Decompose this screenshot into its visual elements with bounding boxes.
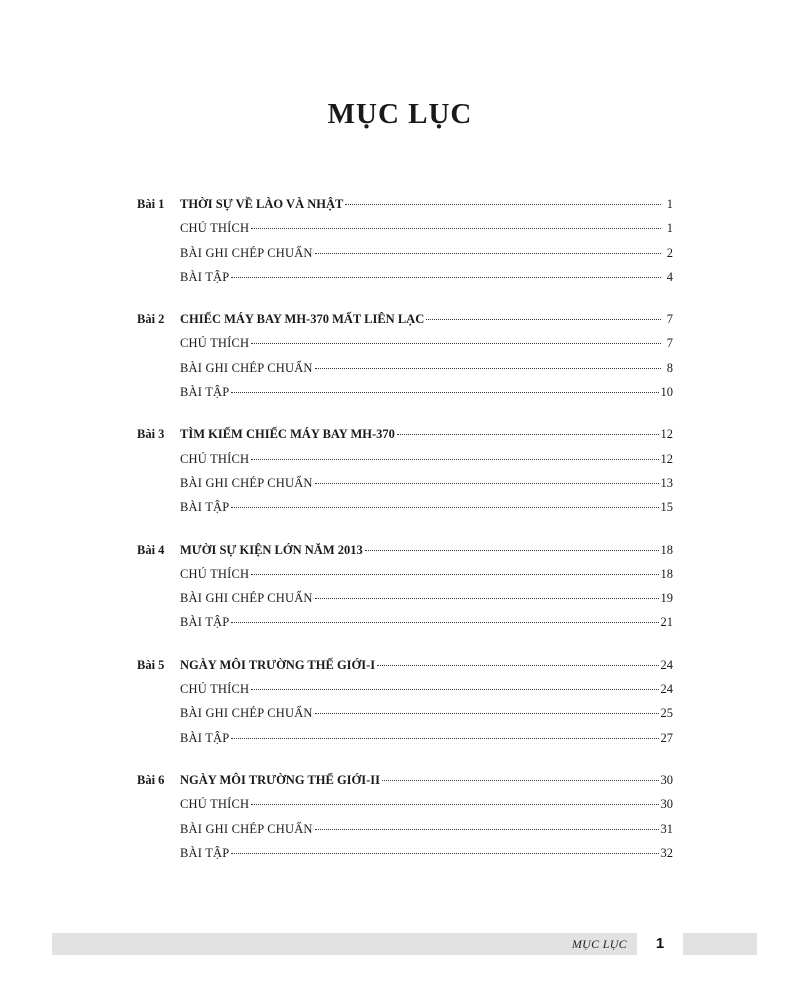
toc-subentry[interactable]: [137, 610, 673, 634]
dot-leader: [315, 252, 661, 254]
dot-leader: [251, 342, 661, 344]
subentry-label: CHÚ THÍCH: [180, 682, 250, 697]
toc-lesson-block: [137, 192, 673, 289]
toc-lesson-entry[interactable]: [137, 653, 673, 677]
dot-leader: [365, 549, 659, 551]
subentry-page-number: 30: [660, 797, 673, 812]
lesson-title: NGÀY MÔI TRƯỜNG THẾ GIỚI-I: [180, 657, 376, 672]
toc-lesson-entry[interactable]: [137, 422, 673, 446]
dot-leader: [382, 779, 658, 781]
dot-leader: [251, 227, 661, 229]
subentry-page-number: 25: [660, 706, 673, 721]
lesson-title: NGÀY MÔI TRƯỜNG THẾ GIỚI-II: [180, 772, 381, 787]
subentry-label: CHÚ THÍCH: [180, 797, 250, 812]
toc-subentry[interactable]: [137, 495, 673, 519]
dot-leader: [231, 506, 658, 508]
lesson-page-number: 7: [666, 312, 673, 327]
toc-subentry[interactable]: [137, 241, 673, 265]
toc-subentry[interactable]: [137, 817, 673, 841]
subentry-label: CHÚ THÍCH: [180, 566, 250, 581]
subentry-label: BÀI TẬP: [180, 615, 230, 630]
dot-leader: [231, 852, 658, 854]
lesson-page-number: 18: [660, 542, 673, 557]
subentry-label: BÀI GHI CHÉP CHUẨN: [180, 706, 313, 721]
toc-subentry[interactable]: [137, 380, 673, 404]
dot-leader: [231, 276, 661, 278]
footer-page-number: 1: [637, 933, 683, 955]
dot-leader: [251, 573, 658, 575]
dot-leader: [315, 712, 659, 714]
subentry-label: BÀI GHI CHÉP CHUẨN: [180, 360, 313, 375]
dot-leader: [426, 318, 661, 320]
page-footer: [52, 933, 757, 955]
lesson-title: MƯỜI SỰ KIỆN LỚN NĂM 2013: [180, 542, 363, 557]
toc-subentry[interactable]: [137, 792, 673, 816]
dot-leader: [315, 367, 661, 369]
subentry-label: BÀI GHI CHÉP CHUẨN: [180, 821, 313, 836]
subentry-label: BÀI GHI CHÉP CHUẨN: [180, 591, 313, 606]
dot-leader: [315, 828, 659, 830]
toc-subentry[interactable]: [137, 841, 673, 865]
lesson-number: Bài 6: [137, 772, 165, 787]
toc-subentry[interactable]: [137, 726, 673, 750]
subentry-page-number: 15: [660, 500, 673, 515]
lesson-title: TÌM KIẾM CHIẾC MÁY BAY MH-370: [180, 427, 395, 442]
dot-leader: [315, 482, 659, 484]
subentry-page-number: 4: [666, 269, 673, 284]
subentry-label: CHÚ THÍCH: [180, 451, 250, 466]
toc-lesson-block: [137, 653, 673, 750]
lesson-page-number: 12: [660, 427, 673, 442]
toc-lesson-entry[interactable]: [137, 768, 673, 792]
toc-subentry[interactable]: [137, 356, 673, 380]
subentry-page-number: 27: [660, 730, 673, 745]
dot-leader: [231, 737, 658, 739]
subentry-page-number: 21: [660, 615, 673, 630]
subentry-label: BÀI TẬP: [180, 269, 230, 284]
subentry-label: BÀI TẬP: [180, 730, 230, 745]
subentry-page-number: 7: [666, 336, 673, 351]
lesson-page-number: 24: [660, 657, 673, 672]
subentry-label: BÀI TẬP: [180, 500, 230, 515]
toc-lesson-block: [137, 422, 673, 519]
subentry-page-number: 12: [660, 451, 673, 466]
toc-subentry[interactable]: [137, 562, 673, 586]
toc-subentry[interactable]: [137, 677, 673, 701]
subentry-page-number: 10: [660, 385, 673, 400]
dot-leader: [251, 688, 658, 690]
toc-lesson-block: [137, 768, 673, 865]
toc-lesson-entry[interactable]: [137, 538, 673, 562]
subentry-page-number: 19: [660, 591, 673, 606]
toc-subentry[interactable]: [137, 216, 673, 240]
subentry-page-number: 2: [666, 245, 673, 260]
subentry-page-number: 18: [660, 566, 673, 581]
subentry-label: CHÚ THÍCH: [180, 221, 250, 236]
toc-lesson-entry[interactable]: [137, 192, 673, 216]
lesson-number: Bài 1: [137, 197, 165, 211]
dot-leader: [377, 664, 658, 666]
lesson-number: Bài 5: [137, 657, 165, 672]
subentry-label: BÀI GHI CHÉP CHUẨN: [180, 245, 313, 260]
lesson-page-number: 1: [666, 197, 673, 211]
toc-subentry[interactable]: [137, 586, 673, 610]
dot-leader: [231, 391, 658, 393]
lesson-number: Bài 2: [137, 312, 165, 327]
toc-lesson-block: [137, 307, 673, 404]
subentry-page-number: 13: [660, 475, 673, 490]
subentry-page-number: 1: [666, 221, 673, 236]
lesson-number: Bài 4: [137, 542, 165, 557]
toc-lesson-block: [137, 538, 673, 635]
toc-subentry[interactable]: [137, 331, 673, 355]
footer-section-label: MỤC LỤC: [571, 937, 627, 951]
dot-leader: [345, 203, 661, 205]
lesson-title: CHIẾC MÁY BAY MH-370 MẤT LIÊN LẠC: [180, 312, 425, 327]
page-title: MỤC LỤC: [327, 98, 473, 130]
table-of-contents: [137, 192, 673, 883]
subentry-page-number: 31: [660, 821, 673, 836]
subentry-label: BÀI TẬP: [180, 845, 230, 860]
toc-subentry[interactable]: [137, 265, 673, 289]
dot-leader: [315, 597, 659, 599]
dot-leader: [231, 621, 658, 623]
dot-leader: [397, 433, 659, 435]
subentry-label: CHÚ THÍCH: [180, 336, 250, 351]
subentry-page-number: 8: [666, 360, 673, 375]
subentry-page-number: 32: [660, 845, 673, 860]
subentry-label: BÀI GHI CHÉP CHUẨN: [180, 475, 313, 490]
subentry-label: BÀI TẬP: [180, 385, 230, 400]
toc-lesson-entry[interactable]: [137, 307, 673, 331]
toc-subentry[interactable]: [137, 471, 673, 495]
lesson-number: Bài 3: [137, 427, 165, 442]
toc-subentry[interactable]: [137, 701, 673, 725]
dot-leader: [251, 803, 658, 805]
dot-leader: [251, 458, 658, 460]
lesson-title: THỜI SỰ VỀ LÀO VÀ NHẬT: [180, 197, 344, 211]
toc-subentry[interactable]: [137, 447, 673, 471]
lesson-page-number: 30: [660, 772, 673, 787]
subentry-page-number: 24: [660, 682, 673, 697]
